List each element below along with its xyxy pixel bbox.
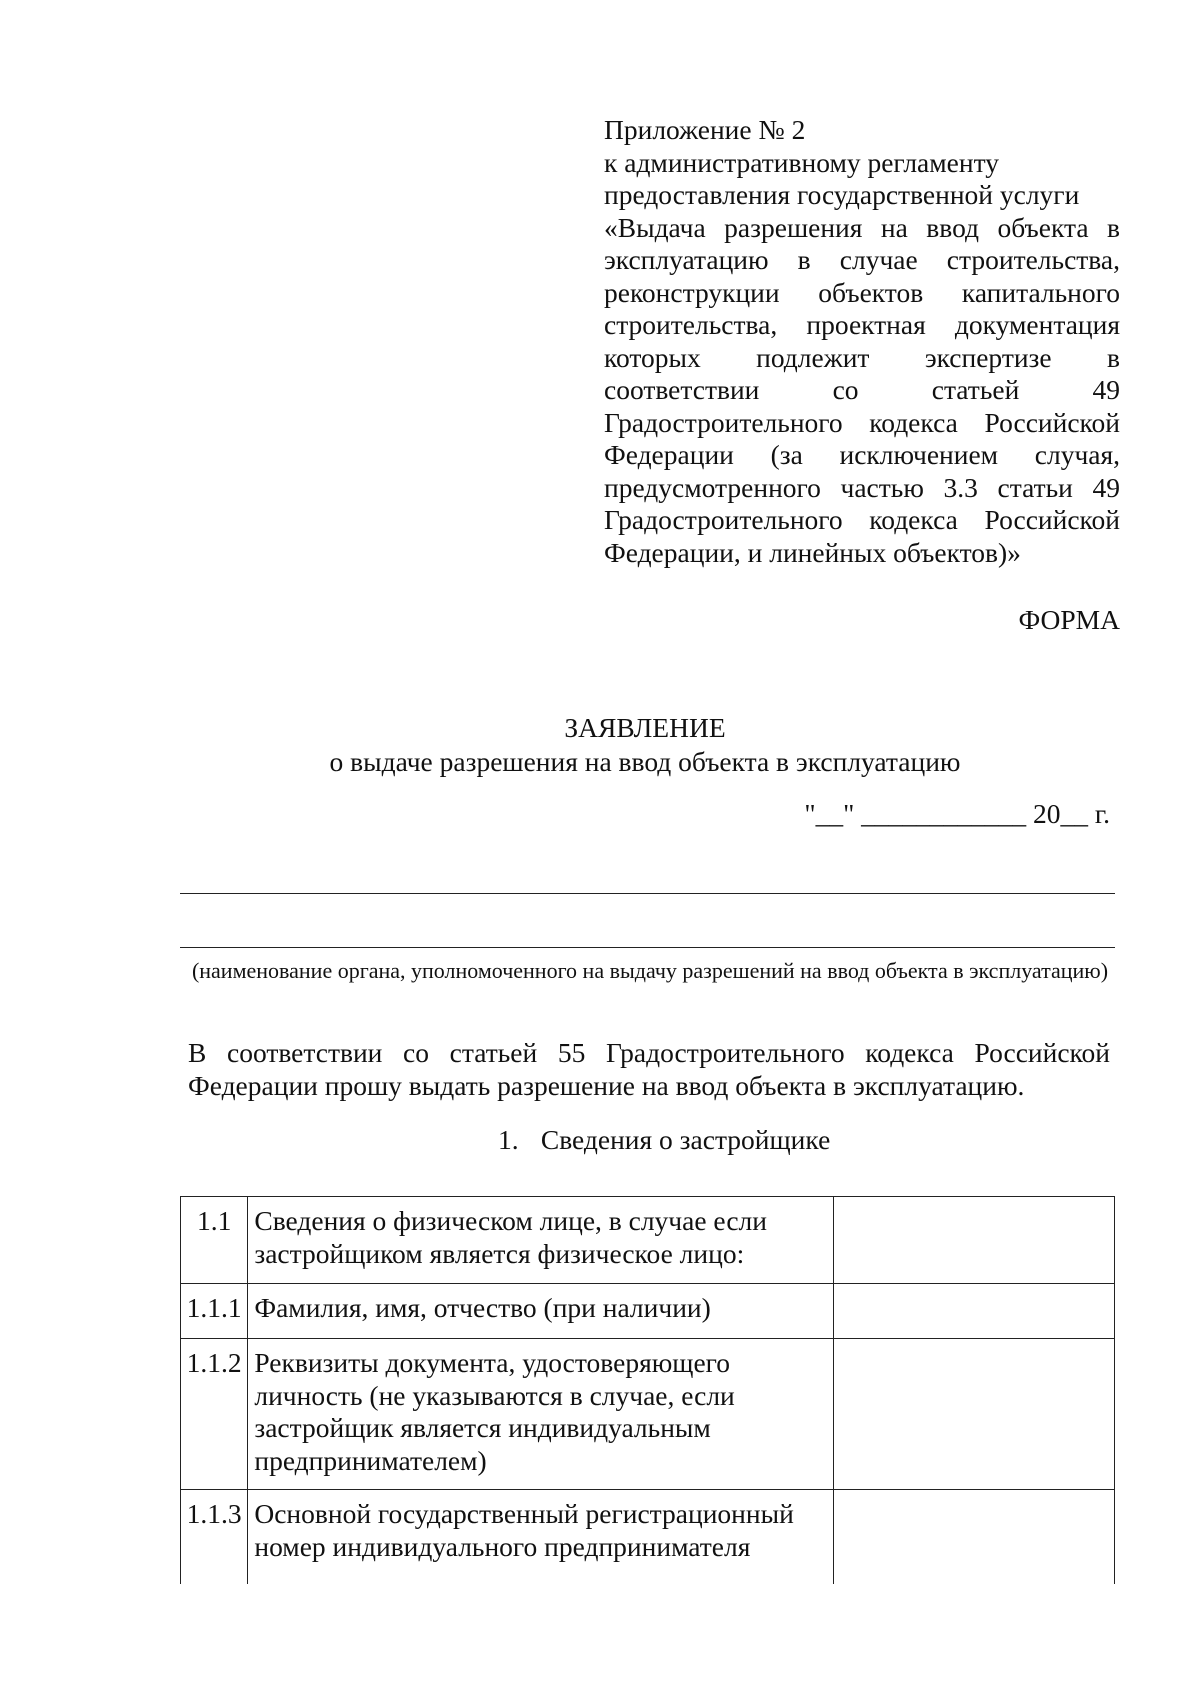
appendix-header (604, 114, 1120, 569)
authority-caption: (наименование органа, уполномоченного на выдачу разрешений на ввод объекта в эксплуатацию) (191, 958, 1109, 983)
table-row (181, 1197, 1115, 1284)
section-number: 1. (498, 1124, 519, 1155)
intro-line: В соответствии со статьей 55 Градостроительного кодекса Российской (188, 1037, 1110, 1068)
appendix-line: строительства, проектная документация (604, 309, 1120, 340)
row-label: Сведения о физическом лице, в случае если застройщиком является физическое лицо: (248, 1197, 834, 1284)
appendix-line: эксплуатацию в случае строительства, (604, 244, 1120, 275)
row-value (834, 1339, 1115, 1490)
developer-info-table (180, 1196, 1115, 1584)
appendix-line: предусмотренного частью 3.3 статьи 49 (604, 471, 1120, 503)
appendix-line: Градостроительного кодекса Российской (604, 504, 1120, 535)
appendix-line: реконструкции объектов капитального (604, 276, 1120, 308)
row-value (834, 1284, 1115, 1339)
appendix-line: «Выдача разрешения на ввод объекта в (604, 211, 1120, 243)
appendix-line: к административному регламенту (604, 146, 999, 178)
row-label: Основной государственный регистрационный номер индивидуального предпринимателя (248, 1490, 834, 1585)
appendix-line: Федерации (за исключением случая, (604, 439, 1120, 470)
table-row (181, 1284, 1115, 1339)
appendix-line: соответствии со статьей 49 (604, 374, 1120, 405)
table-row (181, 1339, 1115, 1490)
row-number: 1.1 (181, 1197, 248, 1284)
row-label: Фамилия, имя, отчество (при наличии) (248, 1284, 834, 1339)
intro-paragraph (188, 1036, 1110, 1102)
authority-blank-line (180, 947, 1115, 948)
document-title: ЗАЯВЛЕНИЕ (564, 712, 726, 743)
appendix-line: Федерации, и линейных объектов)» (604, 536, 1021, 568)
section-title: Сведения о застройщике (540, 1124, 831, 1155)
authority-blank-line (180, 893, 1115, 894)
row-label: Реквизиты документа, удостоверяющего личность (не указываются в случае, если застройщик является индивидуальным предпринимателем) (248, 1339, 834, 1490)
intro-line: Федерации прошу выдать разрешение на ввод объекта в эксплуатацию. (188, 1070, 1025, 1101)
row-value (834, 1197, 1115, 1284)
appendix-line: предоставления государственной услуги (604, 179, 1080, 210)
row-value (834, 1490, 1115, 1585)
row-number: 1.1.3 (181, 1490, 248, 1585)
form-label: ФОРМА (1018, 604, 1120, 635)
section-heading (498, 1124, 830, 1156)
row-number: 1.1.1 (181, 1284, 248, 1339)
appendix-line: Градостроительного кодекса Российской (604, 406, 1120, 438)
date-field: "__" ____________ 20__ г. (804, 798, 1110, 829)
appendix-line: Приложение № 2 (604, 114, 806, 145)
row-number: 1.1.2 (181, 1339, 248, 1490)
document-subtitle: о выдаче разрешения на ввод объекта в эксплуатацию (329, 746, 961, 777)
appendix-line: которых подлежит экспертизе в (604, 341, 1120, 373)
table-row (181, 1490, 1115, 1585)
